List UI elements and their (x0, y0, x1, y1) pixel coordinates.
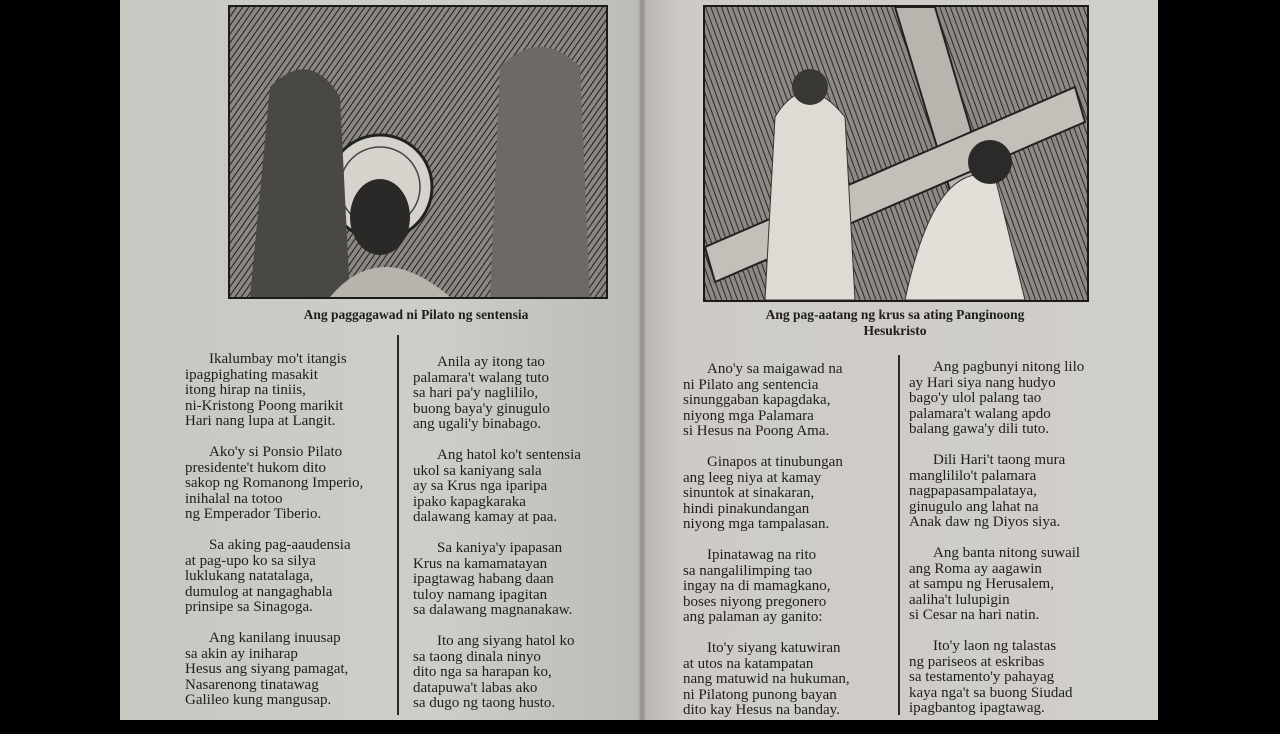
verse-line: palamara't walang tuto (413, 369, 549, 386)
verse-line: at sampu ng Herusalem, (909, 576, 1054, 592)
verse-stanza (413, 541, 581, 619)
illustration-pilate-sentencing (228, 5, 608, 299)
verse-line: manglililo't palamara (909, 467, 1037, 484)
verse-line: sakop ng Romanong Imperio, (185, 475, 364, 491)
verse-line: dalawang kamay at paa. (413, 509, 558, 525)
column-divider (898, 355, 900, 715)
verse-stanza (909, 546, 1084, 624)
verse-stanza (185, 631, 363, 709)
column-divider (397, 335, 399, 715)
verse-line: Ito ang siyang hatol ko (437, 633, 575, 649)
verse-line: sinunggaban kapagdaka, (683, 392, 831, 408)
verse-line: sa akin ay iniharap (185, 645, 298, 662)
verse-line: Ginapos at tinubungan (707, 454, 843, 470)
verse-line: ginugulo ang lahat na (909, 498, 1039, 515)
verse-line: Galileo kung mangusap. (185, 692, 332, 708)
left-page-column-1 (185, 352, 363, 724)
verse-line: sa testamento'y pahayag (909, 669, 1055, 685)
illustration-carrying-the-cross (703, 5, 1089, 302)
right-page-column-2 (909, 360, 1084, 732)
verse-line: Dili Hari't taong mura (933, 452, 1066, 468)
verse-line: aaliha't lulupigin (909, 591, 1010, 608)
verse-stanza (909, 453, 1084, 531)
verse-line: Sa kaniya'y ipapasan (437, 540, 563, 556)
caption-line: Hesukristo (863, 323, 927, 338)
verse-line: hindi pinakundangan (683, 500, 810, 517)
verse-line: kaya nga't sa buong Siudad (909, 684, 1073, 701)
verse-line: ang Roma ay aagawin (909, 560, 1042, 577)
verse-line: Ano'y sa maigawad na (707, 361, 843, 377)
verse-stanza (185, 352, 363, 430)
verse-line: sa hari pa'y naglililo, (413, 385, 539, 401)
left-illustration-caption: Ang paggagawad ni Pilato ng sentensia (303, 307, 529, 322)
caption-line: Ang pag-aatang ng krus sa ating Panginoong (765, 307, 1025, 322)
verse-line: Ang banta nitong suwail (933, 545, 1081, 561)
verse-line: ipagtawag habang daan (413, 571, 554, 587)
verse-line: dito kay Hesus na banday. (683, 702, 840, 718)
right-page-column-1 (683, 362, 850, 734)
verse-line: ni-Kristong Poong marikit (185, 397, 344, 414)
verse-line: ang leeg niya at kamay (683, 469, 822, 486)
verse-line: ni Pilato ang sentencia (683, 376, 819, 393)
verse-stanza (683, 548, 850, 626)
verse-line: ang ugali'y binabago. (413, 416, 542, 432)
verse-line: si Hesus na Poong Ama. (683, 423, 830, 439)
verse-line: ang palaman ay ganito: (683, 609, 823, 625)
verse-line: prinsipe sa Sinagoga. (185, 599, 313, 615)
verse-line: Ang pagbunyi nitong lilo (933, 359, 1085, 375)
verse-line: sa taong dinala ninyo (413, 648, 541, 665)
verse-line: inihalal na totoo (185, 490, 283, 507)
verse-line: nang matuwid na hukuman, (683, 671, 850, 687)
verse-line: presidente't hukom dito (185, 459, 327, 476)
verse-line: tuloy namang ipagitan (413, 586, 548, 603)
verse-line: Ipinatawag na rito (707, 547, 817, 563)
verse-line: sa nangalilimping tao (683, 562, 813, 579)
verse-line: ukol sa kaniyang sala (413, 462, 542, 479)
verse-line: sa dalawang magnanakaw. (413, 602, 573, 618)
verse-line: Ang hatol ko't sentensia (437, 447, 581, 463)
verse-line: ipagpighating masakit (185, 366, 318, 383)
verse-line: ay sa Krus nga iparipa (413, 478, 548, 494)
verse-line: ipako kapagkaraka (413, 493, 526, 510)
verse-line: balang gawa'y dili tuto. (909, 421, 1050, 437)
verse-line: Ito'y laon ng talastas (933, 638, 1057, 654)
verse-line: Ako'y si Ponsio Pilato (209, 444, 343, 460)
verse-line: ingay na di mamagkano, (683, 578, 831, 594)
verse-line: palamara't walang apdo (909, 405, 1051, 422)
verse-line: Nasarenong tinatawag (185, 676, 319, 693)
verse-stanza (683, 455, 850, 533)
verse-line: dito nga sa harapan ko, (413, 664, 552, 680)
verse-line: ng Emperador Tiberio. (185, 506, 322, 522)
verse-line: si Cesar na hari natin. (909, 607, 1040, 623)
verse-line: Hesus ang siyang pamagat, (185, 661, 349, 677)
verse-stanza (413, 448, 581, 526)
verse-line: datapuwa't labas ako (413, 679, 538, 696)
verse-line: ng pariseos at eskribas (909, 653, 1045, 670)
verse-line: at pag-upo ko sa silya (185, 552, 316, 569)
verse-line: at utos na katampatan (683, 655, 814, 672)
verse-line: Ikalumbay mo't itangis (209, 351, 347, 367)
verse-stanza (909, 639, 1084, 717)
verse-line: ay Hari siya nang hudyo (909, 374, 1056, 391)
verse-line: itong hirap na tiniis, (185, 382, 306, 398)
verse-stanza (413, 634, 581, 712)
verse-line: bago'y ulol palang tao (909, 390, 1042, 406)
verse-line: ni Pilatong punong bayan (683, 686, 837, 703)
verse-line: nagpapasampalataya, (909, 483, 1037, 499)
verse-line: Ito'y siyang katuwiran (707, 640, 841, 656)
verse-line: Anila ay itong tao (437, 354, 545, 370)
verse-stanza (909, 360, 1084, 438)
verse-line: buong baya'y ginugulo (413, 400, 550, 417)
verse-line: niyong mga Palamara (683, 407, 814, 424)
verse-line: sa dugo ng taong husto. (413, 695, 556, 711)
right-illustration-caption (703, 307, 1087, 339)
verse-line: Ang kanilang inuusap (209, 630, 341, 646)
verse-line: boses niyong pregonero (683, 593, 827, 610)
verse-line: niyong mga tampalasan. (683, 516, 830, 532)
verse-line: Sa aking pag-aaudensia (209, 537, 351, 553)
verse-line: sinuntok at sinakaran, (683, 485, 815, 501)
verse-stanza (413, 355, 581, 433)
left-page-column-2 (413, 355, 581, 727)
verse-line: dumulog at nangaghabla (185, 583, 333, 600)
verse-stanza (185, 538, 363, 616)
verse-stanza (185, 445, 363, 523)
book-spine-gutter (638, 0, 646, 720)
verse-line: Anak daw ng Diyos siya. (909, 514, 1061, 530)
verse-line: luklukang natatalaga, (185, 568, 314, 584)
verse-line: Hari nang lupa at Langit. (185, 413, 336, 429)
verse-line: Krus na kamamatayan (413, 555, 548, 572)
verse-stanza (683, 641, 850, 719)
verse-line: ipagbantog ipagtawag. (909, 700, 1045, 716)
verse-stanza (683, 362, 850, 440)
